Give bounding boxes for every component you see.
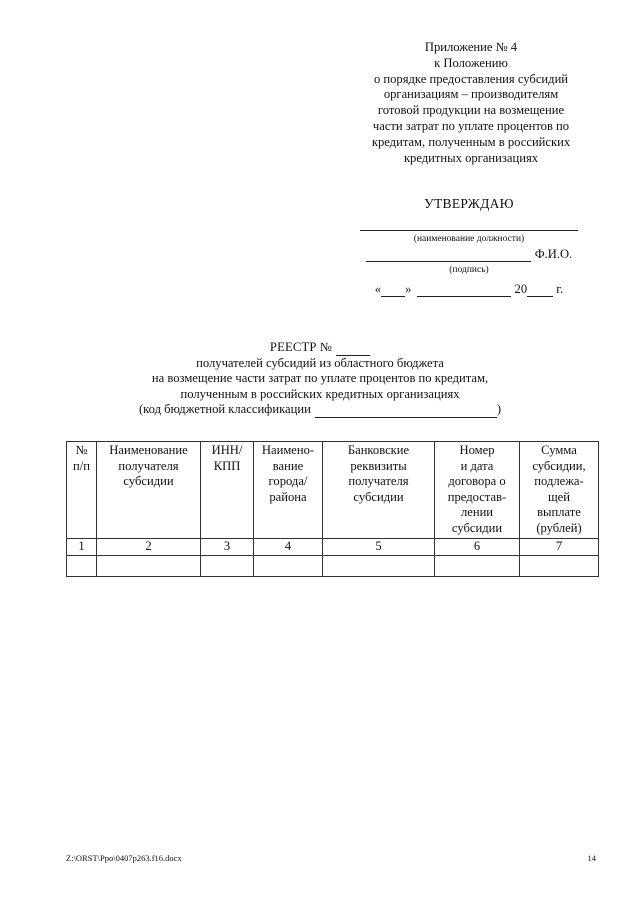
header-cell-recipient-name: Наименование получателя субсидии	[97, 442, 201, 539]
column-number: 7	[520, 538, 599, 555]
empty-cell	[254, 555, 323, 576]
header-cell-number: № п/п	[67, 442, 97, 539]
date-close-quote: »	[405, 282, 412, 296]
page-footer	[66, 853, 596, 863]
column-number: 5	[323, 538, 435, 555]
date-row	[356, 282, 582, 297]
empty-cell	[435, 555, 520, 576]
registry-line: полученным в российских кредитных организациях	[180, 386, 460, 401]
budget-code-blank	[315, 405, 497, 418]
column-number-row	[67, 538, 599, 555]
year-prefix: 20	[514, 282, 528, 296]
year-suffix: г.	[556, 282, 564, 296]
file-path: Z:\ORST\Ppo\0407p263.f16.docx	[66, 853, 182, 863]
registry-line: получателей субсидий из областного бюджета	[196, 355, 444, 370]
budget-code-label: (код бюджетной классификации	[138, 402, 311, 417]
budget-code-row	[60, 402, 580, 418]
appendix-line: кредитных организациях	[403, 150, 539, 165]
header-cell-city: Наимено- вание города/ района	[254, 442, 323, 539]
appendix-line: к Положению	[434, 55, 508, 70]
signature-row	[356, 247, 582, 262]
page-number: 14	[587, 853, 596, 863]
empty-cell	[323, 555, 435, 576]
empty-cell	[520, 555, 599, 576]
header-cell-inn-kpp: ИНН/ КПП	[201, 442, 254, 539]
day-blank	[381, 284, 405, 297]
date-open-quote: «	[374, 282, 382, 296]
month-blank	[417, 284, 511, 297]
fio-label: Ф.И.О.	[534, 247, 573, 261]
budget-code-close: )	[496, 402, 502, 417]
registry-heading	[60, 340, 580, 418]
appendix-line: Приложение № 4	[424, 40, 518, 54]
appendix-line: о порядке предоставления субсидий	[373, 71, 569, 86]
column-number: 2	[97, 538, 201, 555]
empty-cell	[201, 555, 254, 576]
registry-table	[66, 441, 599, 577]
table-row	[67, 555, 599, 576]
column-number: 1	[67, 538, 97, 555]
empty-cell	[97, 555, 201, 576]
approval-title: УТВЕРЖДАЮ	[424, 196, 514, 211]
position-caption: (наименование должности)	[413, 234, 525, 244]
column-number: 4	[254, 538, 323, 555]
header-cell-agreement: Номер и дата договора о предостав- лении субсидии	[435, 442, 520, 539]
appendix-line: готовой продукции на возмещение	[377, 103, 565, 118]
appendix-line: организациям – производителям	[383, 87, 559, 102]
table-header-row	[67, 442, 599, 539]
year-blank	[527, 284, 553, 297]
header-cell-amount: Сумма субсидии, подлежа- щей выплате (рублей)	[520, 442, 599, 539]
signature-blank-line	[366, 249, 531, 262]
approval-block	[356, 196, 582, 297]
registry-line: на возмещение части затрат по уплате процентов по кредитам,	[151, 371, 489, 386]
position-blank-line	[360, 220, 578, 231]
header-cell-bank-details: Банковские реквизиты получателя субсидии	[323, 442, 435, 539]
registry-title-row	[60, 340, 580, 356]
appendix-header	[340, 40, 602, 166]
column-number: 6	[435, 538, 520, 555]
empty-cell	[67, 555, 97, 576]
appendix-line: кредитам, полученным в российских	[371, 134, 571, 149]
appendix-line: части затрат по уплате процентов по	[372, 118, 570, 133]
registry-number-blank	[336, 343, 370, 356]
registry-title: РЕЕСТР №	[269, 340, 333, 354]
column-number: 3	[201, 538, 254, 555]
signature-caption: (подпись)	[449, 265, 489, 275]
